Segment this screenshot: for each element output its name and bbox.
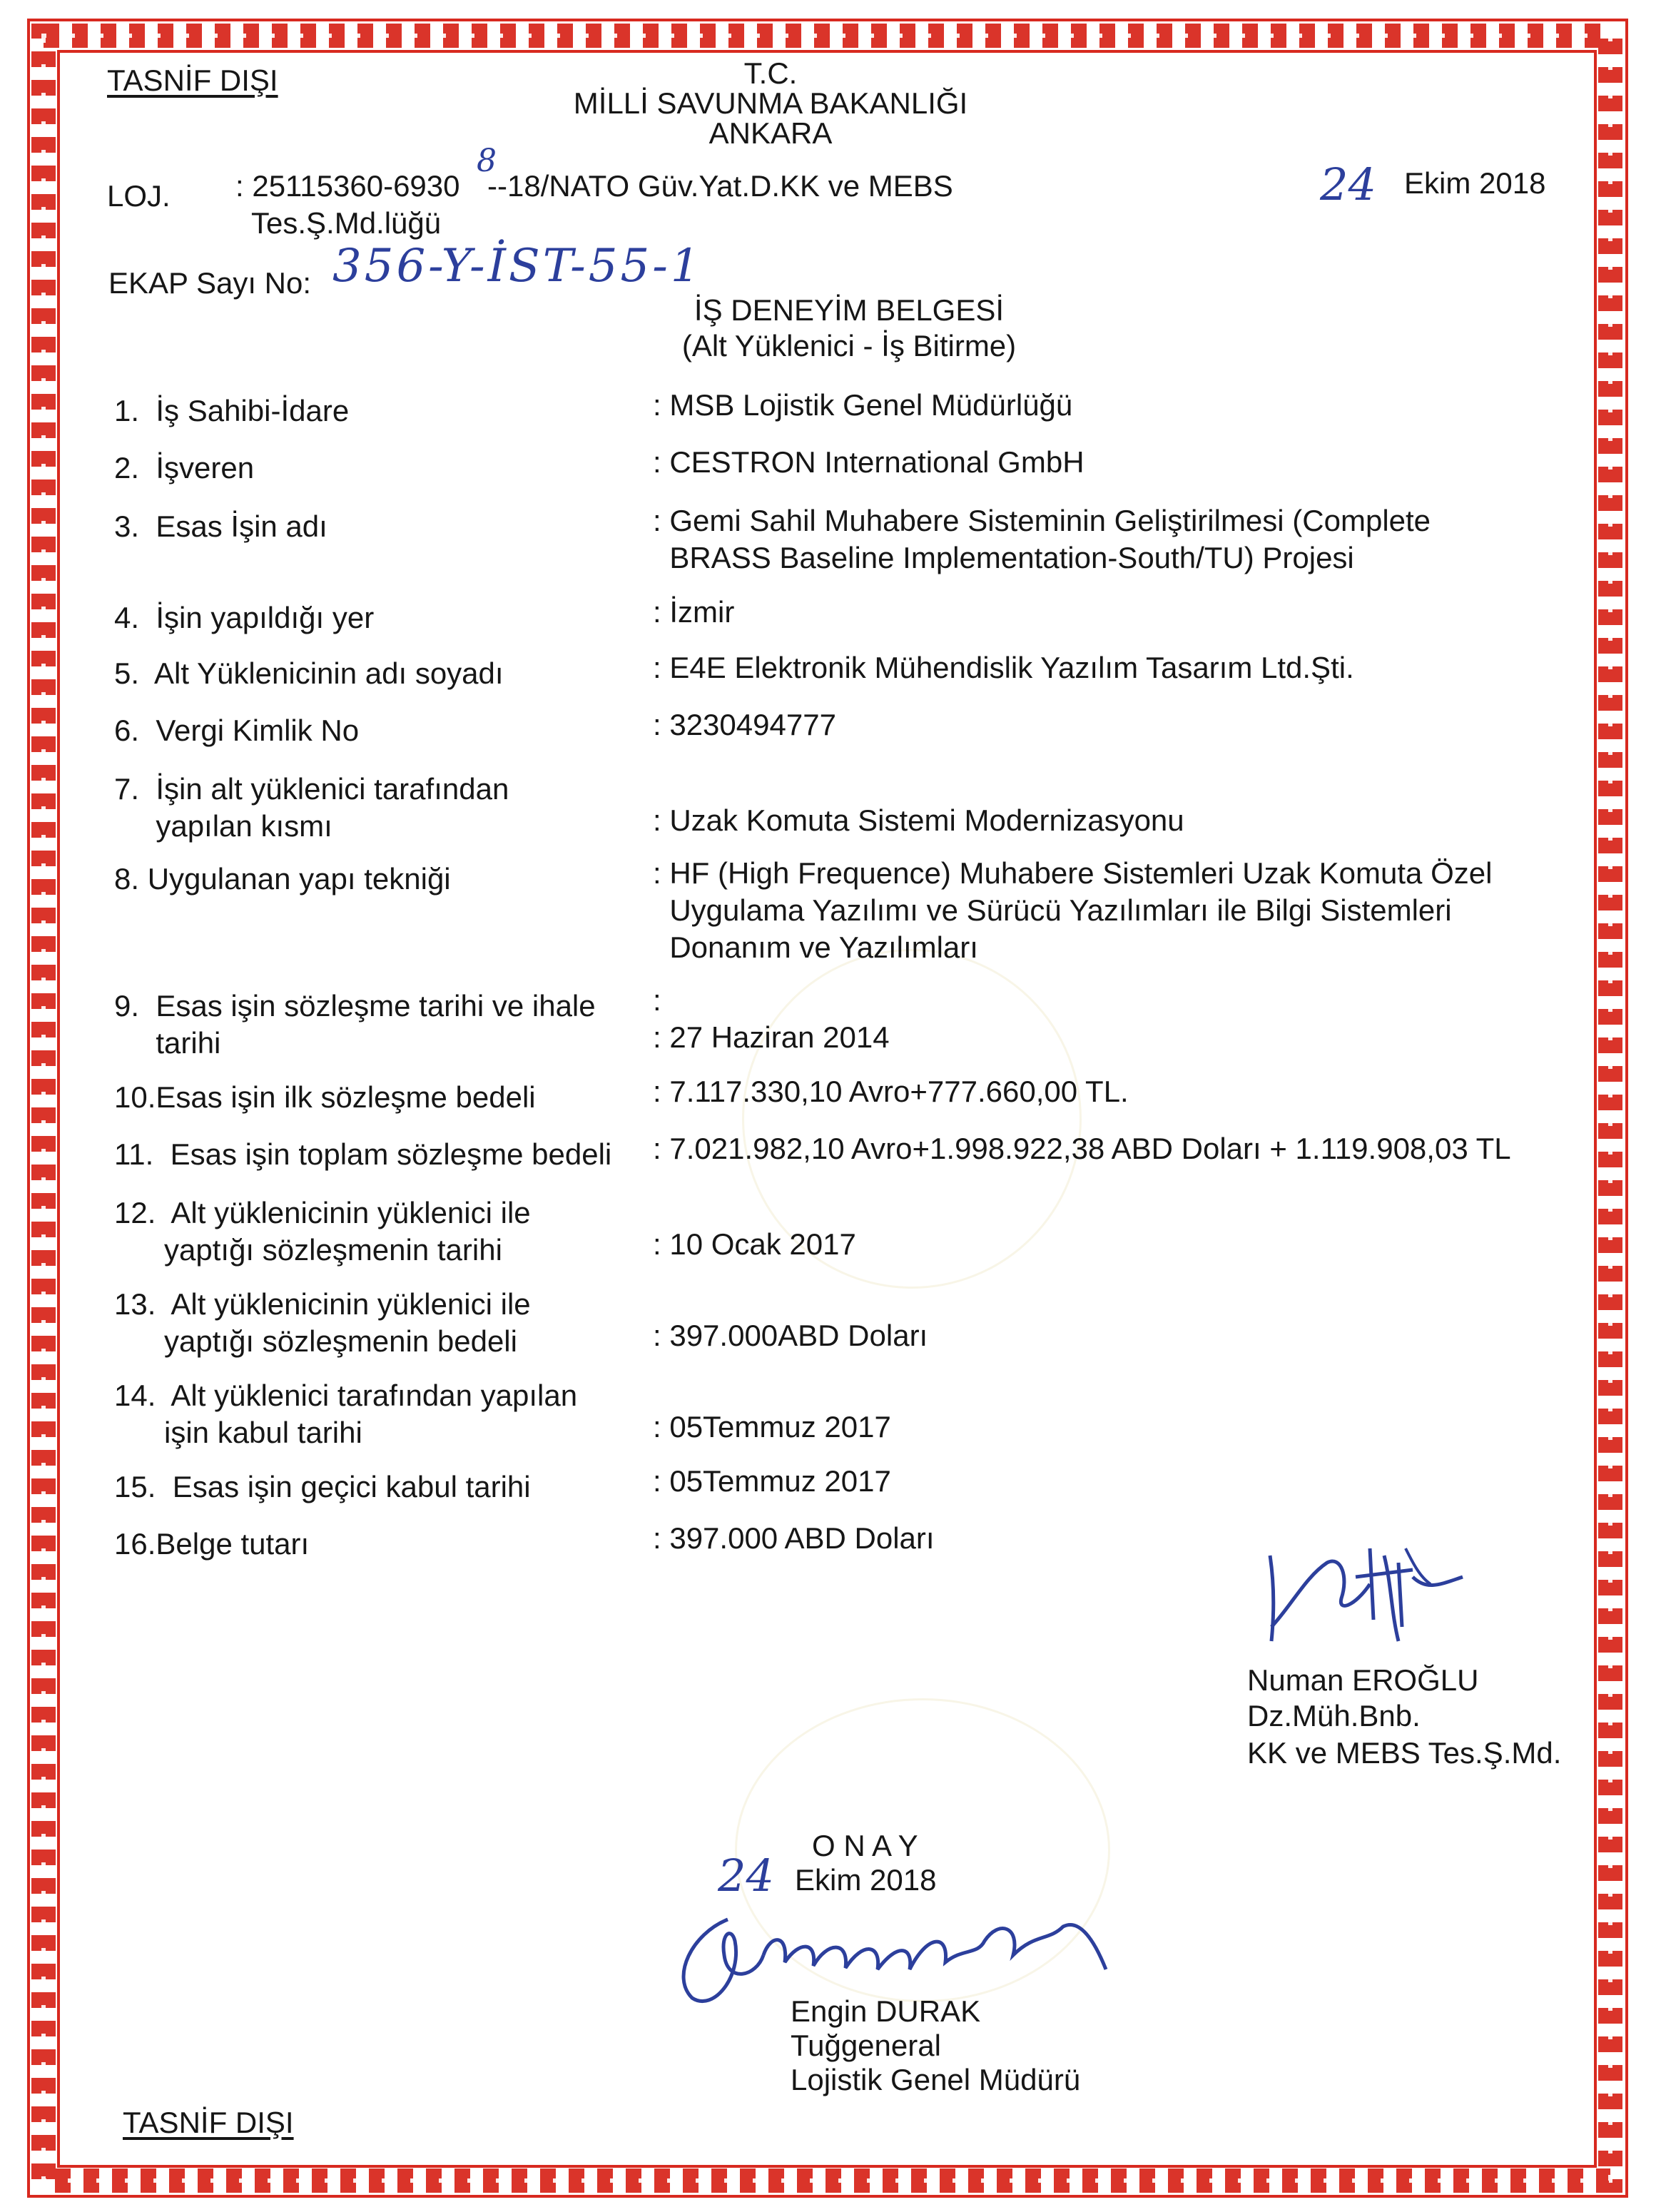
ref-handwritten-digit: 8 (477, 143, 497, 179)
field-label: 12. Alt yüklenicinin yüklenici ile (114, 1196, 531, 1229)
ekap-handwritten-number: 356-Y-İST-55-1 (332, 240, 703, 293)
field-label: 14. Alt yüklenici tarafından yapılan (114, 1379, 578, 1412)
field-label: 6. Vergi Kimlik No (114, 714, 360, 747)
approval-date-printed: Ekim 2018 (795, 1863, 937, 1897)
field-value: : 05Temmuz 2017 (653, 1410, 891, 1444)
country-heading: T.C. (743, 56, 798, 90)
field-value: : 7.117.330,10 Avro+777.660,00 TL. (653, 1075, 1129, 1108)
approval-date-handwritten-day: 24 (718, 1850, 774, 1902)
field-value: : 397.000ABD Doları (653, 1319, 928, 1352)
document-subtitle: (Alt Yüklenici - İş Bitirme) (681, 329, 1017, 362)
field-value: : 10 Ocak 2017 (653, 1227, 856, 1261)
field-label: 9. Esas işin sözleşme tarihi ve ihale (114, 989, 596, 1023)
signatory-position: KK ve MEBS Tes.Ş.Md. (1247, 1736, 1562, 1770)
field-value: : 27 Haziran 2014 (653, 1020, 890, 1054)
field-label: 11. Esas işin toplam sözleşme bedeli (114, 1137, 612, 1171)
field-label: 7. İşin alt yüklenici tarafından (114, 772, 509, 806)
field-value: : E4E Elektronik Mühendislik Yazılım Tasarım Ltd.Şti. (653, 651, 1354, 684)
field-value: : HF (High Frequence) Muhabere Sistemleri Uzak Komuta Özel (653, 856, 1493, 890)
ref-label: LOJ. (107, 179, 171, 213)
document-title: İŞ DENEYİM BELGESİ (694, 293, 1005, 327)
field-value: : 05Temmuz 2017 (653, 1464, 891, 1498)
field-label: yaptığı sözleşmenin tarihi (114, 1233, 502, 1267)
signatory-rank: Dz.Müh.Bnb. (1247, 1699, 1421, 1732)
field-value: : MSB Lojistik Genel Müdürlüğü (653, 388, 1073, 422)
signatory-name: Numan EROĞLU (1247, 1663, 1479, 1697)
field-value: : Uzak Komuta Sistemi Modernizasyonu (653, 803, 1184, 837)
ministry-heading: MİLLİ SAVUNMA BAKANLIĞI (573, 86, 968, 120)
field-value: : CESTRON International GmbH (653, 445, 1085, 479)
field-label: 4. İşin yapıldığı yer (114, 601, 375, 634)
field-label: 10.Esas işin ilk sözleşme bedeli (114, 1080, 536, 1114)
field-label: 8. Uygulanan yapı tekniği (114, 862, 451, 896)
field-value: BRASS Baseline Implementation-South/TU) Projesi (653, 541, 1354, 574)
field-label: 3. Esas İşin adı (114, 509, 327, 543)
field-label: işin kabul tarihi (114, 1416, 362, 1449)
field-label: yapılan kısmı (114, 809, 332, 843)
field-label: yaptığı sözleşmenin bedeli (114, 1324, 517, 1358)
field-label: 2. İşveren (114, 451, 255, 484)
approval-heading: O N A Y (812, 1829, 918, 1862)
field-label: 15. Esas işin geçici kabul tarihi (114, 1470, 531, 1503)
field-value: : Gemi Sahil Muhabere Sisteminin Geliştirilmesi (Complete (653, 504, 1431, 537)
classification-top: TASNİF DIŞI (107, 64, 278, 97)
classification-bottom: TASNİF DIŞI (123, 2106, 294, 2139)
field-label: 16.Belge tutarı (114, 1527, 310, 1561)
approval-name: Engin DURAK (791, 1994, 981, 2028)
approval-rank: Tuğgeneral (791, 2029, 941, 2062)
field-label: tarihi (114, 1026, 221, 1060)
field-value: : 397.000 ABD Doları (653, 1521, 935, 1555)
field-value: : 7.021.982,10 Avro+1.998.922,38 ABD Doları + 1.119.908,03 TL (653, 1132, 1511, 1165)
date-printed: Ekim 2018 (1404, 166, 1546, 200)
field-value: Uygulama Yazılımı ve Sürücü Yazılımları ile Bilgi Sistemleri (653, 893, 1452, 927)
field-label: 13. Alt yüklenicinin yüklenici ile (114, 1287, 531, 1321)
date-handwritten-day: 24 (1320, 158, 1376, 210)
city-heading: ANKARA (708, 116, 833, 150)
ekap-label: EKAP Sayı No: (108, 266, 312, 300)
field-value: : 3230494777 (653, 708, 836, 741)
approval-position: Lojistik Genel Müdürü (791, 2063, 1081, 2096)
ref-number: : 25115360-6930 (235, 169, 460, 203)
field-label: 5. Alt Yüklenicinin adı soyadı (114, 656, 504, 690)
field-value: : İzmir (653, 595, 735, 629)
ref-rest-line2: Tes.Ş.Md.lüğü (251, 206, 442, 240)
ref-rest-line1: --18/NATO Güv.Yat.D.KK ve MEBS (487, 169, 953, 203)
field-value: : (653, 983, 661, 1017)
field-value: Donanım ve Yazılımları (653, 930, 978, 964)
signature-eroglu (1249, 1534, 1477, 1655)
field-label: 1. İş Sahibi-İdare (114, 394, 350, 427)
